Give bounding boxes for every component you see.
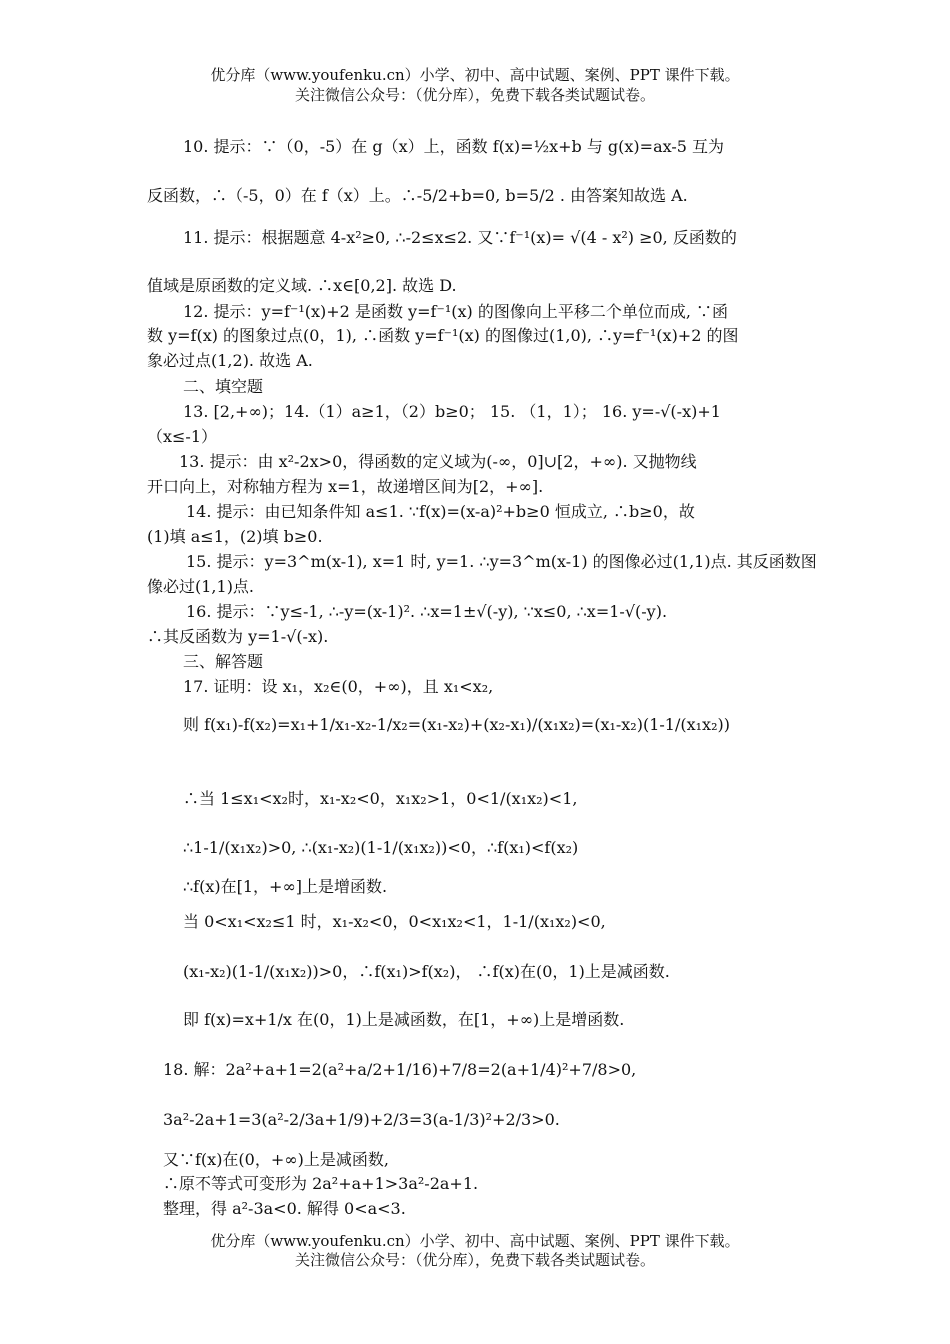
hint-16-line-1: 16. 提示：∵y≤-1, ∴-y=(x-1)². ∴x=1±√(-y), ∵x≤0, ∴x=1-√(-y).: [186, 602, 668, 621]
hint-12-line-2: 数 y=f(x) 的图象过点(0，1), ∴函数 y=f⁻¹(x) 的图像过(1,0), ∴y=f⁻¹(x)+2 的图: [147, 326, 739, 345]
proof-17-line-1: 17. 证明：设 x₁，x₂∈(0，+∞)，且 x₁<x₂,: [183, 677, 494, 696]
proof-17-line-8: 即 f(x)=x+1/x 在(0，1)上是减函数，在[1，+∞)上是增函数.: [183, 1010, 625, 1029]
proof-17-line-4: ∴1-1/(x₁x₂)>0, ∴(x₁-x₂)(1-1/(x₁x₂))<0，∴f(x₁)<f(x₂): [183, 838, 579, 857]
fill-in-answers-line-2: （x≤-1）: [147, 427, 218, 446]
hint-11-line-1: 11. 提示：根据题意 4-x²≥0, ∴-2≤x≤2. 又∵f⁻¹(x)= √(4 - x²) ≥0, 反函数的: [183, 228, 737, 247]
proof-17-line-7: (x₁-x₂)(1-1/(x₁x₂))>0，∴f(x₁)>f(x₂)， ∴f(x)在(0，1)上是减函数.: [183, 962, 670, 981]
hint-14-line-1: 14. 提示：由已知条件知 a≤1. ∵f(x)=(x-a)²+b≥0 恒成立, ∴b≥0，故: [186, 502, 695, 521]
header-line-1: 优分库（www.youfenku.cn）小学、初中、高中试题、案例、PPT 课件下载。: [210, 66, 740, 84]
header-line-2: 关注微信公众号：（优分库），免费下载各类试题试卷。: [294, 86, 655, 104]
hint-10-line-2: 反函数，∴（-5，0）在 f（x）上。∴-5/2+b=0, b=5/2 . 由答案知故选 A.: [147, 186, 688, 205]
proof-17-line-3: ∴当 1≤x₁<x₂时，x₁-x₂<0，x₁x₂>1，0<1/(x₁x₂)<1,: [183, 789, 578, 808]
hint-15-line-1: 15. 提示：y=3^m(x-1), x=1 时, y=1. ∴y=3^m(x-1) 的图像必过(1,1)点. 其反函数图: [186, 552, 817, 571]
solution-18-line-1: 18. 解：2a²+a+1=2(a²+a/2+1/16)+7/8=2(a+1/4)²+7/8>0,: [163, 1060, 637, 1079]
hint-16-line-2: ∴其反函数为 y=1-√(-x).: [147, 627, 329, 646]
hint-12-line-3: 象必过点(1,2). 故选 A.: [147, 351, 313, 370]
hint-13-line-2: 开口向上，对称轴方程为 x=1，故递增区间为[2，+∞].: [147, 477, 544, 496]
solution-18-line-3: 又∵f(x)在(0，+∞)上是减函数,: [163, 1150, 389, 1169]
hint-12-line-1: 12. 提示：y=f⁻¹(x)+2 是函数 y=f⁻¹(x) 的图像向上平移二个单位而成, ∵函: [183, 302, 729, 321]
fill-in-answers-line-1: 13. [2,+∞)；14.（1）a≥1，（2）b≥0； 15. （1，1）； 16. y=-√(-x)+1: [183, 402, 721, 421]
section-solution-heading: 三、解答题: [183, 652, 264, 671]
section-fill-in-heading: 二、填空题: [183, 377, 264, 396]
hint-10-line-1: 10. 提示：∵（0，-5）在 g（x）上，函数 f(x)=½x+b 与 g(x)=ax-5 互为: [183, 137, 725, 156]
proof-17-line-6: 当 0<x₁<x₂≤1 时，x₁-x₂<0，0<x₁x₂<1，1-1/(x₁x₂)<0,: [183, 912, 606, 931]
footer-line-1: 优分库（www.youfenku.cn）小学、初中、高中试题、案例、PPT 课件下载。: [210, 1232, 740, 1250]
solution-18-line-5: 整理，得 a²-3a<0. 解得 0<a<3.: [163, 1199, 406, 1218]
solution-18-line-2: 3a²-2a+1=3(a²-2/3a+1/9)+2/3=3(a-1/3)²+2/3>0.: [163, 1110, 560, 1129]
hint-15-line-2: 像必过(1,1)点.: [147, 577, 255, 596]
hint-14-line-2: (1)填 a≤1，(2)填 b≥0.: [147, 527, 323, 546]
hint-13-line-1: 13. 提示：由 x²-2x>0，得函数的定义域为(-∞，0]∪[2，+∞). 又抛物线: [179, 452, 697, 471]
proof-17-line-2: 则 f(x₁)-f(x₂)=x₁+1/x₁-x₂-1/x₂=(x₁-x₂)+(x₂-x₁)/(x₁x₂)=(x₁-x₂)(1-1/(x₁x₂)): [183, 715, 730, 734]
solution-18-line-4: ∴原不等式可变形为 2a²+a+1>3a²-2a+1.: [163, 1174, 479, 1193]
hint-11-line-2: 值域是原函数的定义域. ∴x∈[0,2]. 故选 D.: [147, 276, 457, 295]
footer-line-2: 关注微信公众号：（优分库），免费下载各类试题试卷。: [294, 1251, 655, 1269]
proof-17-line-5: ∴f(x)在[1，+∞]上是增函数.: [183, 877, 388, 896]
